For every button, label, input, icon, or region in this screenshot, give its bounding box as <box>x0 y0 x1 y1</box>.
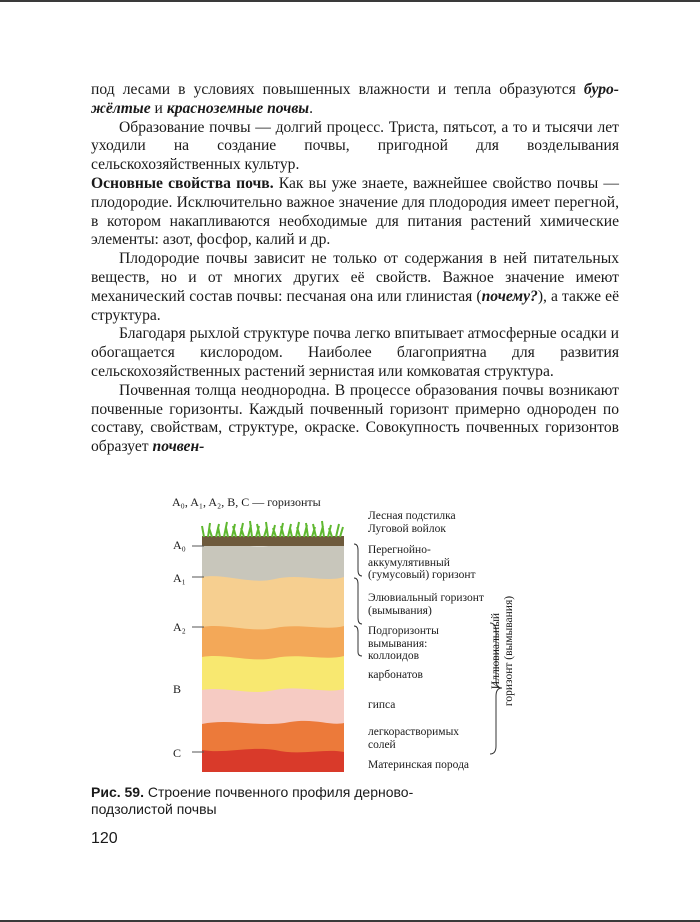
top-border <box>0 0 700 2</box>
label-subhorizons: Подгоризонты вымывания: коллоидов <box>368 625 439 662</box>
horizon-a0-label: A₀ <box>173 538 186 552</box>
question-term: почему? <box>481 287 538 305</box>
paragraph-6: Почвенная толща неоднородна. В процессе образования почвы возникают почвенные горизонты. Каждый почвенный горизонт примерно однороден по составу, свойствам, структуре, окраске. Совокупность почвенных горизонтов образует почвен- <box>91 381 619 456</box>
label-soluble-salts: легкорастворимых солей <box>368 726 460 751</box>
label-eluvial-horizon: Элювиальный горизонт (вымывания) <box>368 592 484 617</box>
section-heading: Основные свойства почв. <box>91 174 274 192</box>
horizon-a2-label: A₂ <box>173 620 186 634</box>
soil-profile-figure <box>140 490 560 780</box>
figure-number: Рис. 59. <box>91 784 144 800</box>
layer-forest-litter <box>202 536 344 546</box>
layer-carbonates <box>202 655 344 692</box>
paragraph-3: Основные свойства почв. Как вы уже знаете, важнейшее свойство почвы — плодородие. Исключительно важное значение для плодородия имеет перегной, в котором накапливаются необходимые для питания растений химические элементы: азот, фосфор, калий и др. <box>91 174 619 249</box>
layer-colloids <box>202 625 344 659</box>
body-text <box>91 81 619 457</box>
paragraph-1: под лесами в условиях повышенных влажности и тепла образуются буро-жёлтые и красноземные почвы. <box>91 81 619 117</box>
label-carbonates: карбонатов <box>368 669 423 681</box>
figure-caption: Рис. 59. Строение почвенного профиля дерново-подзолистой почвы <box>91 784 414 817</box>
highlight-term-1: буро-жёлтые <box>91 81 619 117</box>
horizon-b-label: B <box>173 682 182 696</box>
highlight-term-2: красноземные почвы <box>166 99 310 117</box>
horizon-c-label: C <box>173 746 182 760</box>
horizon-a1-label: A₁ <box>173 571 186 585</box>
layer-parent-rock <box>202 748 344 772</box>
paragraph-4: Плодородие почвы зависит не только от содержания в ней питательных веществ, но и от многих других её свойств. Важное значение имеют механический состав почвы: песчаная она или глинистая (почему?), а также её структура. <box>91 250 619 324</box>
label-forest-litter: Лесная подстилка Луговой войлок <box>368 510 456 535</box>
layer-eluvial <box>202 575 344 629</box>
layer-humus <box>202 543 344 581</box>
grass-illustration <box>202 521 343 537</box>
paragraph-2: Образование почвы — долгий процесс. Триста, пятьсот, а то и тысячи лет уходили на создание почвы, пригодной для возделывания сельскохозяйственных культур. <box>91 118 619 174</box>
label-gypsum: гипса <box>368 699 396 711</box>
layer-gypsum <box>202 687 344 724</box>
label-illuvial-horizon: Иллювиальный горизонт (вымывания) <box>490 595 515 707</box>
page-number: 120 <box>91 830 118 847</box>
label-parent-rock: Материнская порода <box>368 759 470 771</box>
label-humus-horizon: Перегнойно- аккумулятивный (гумусовый) горизонт <box>368 544 476 581</box>
highlight-term-3: почвен- <box>152 438 205 456</box>
figure-top-label: A₀, A₁, A₂, B, C — горизонты <box>172 495 321 509</box>
paragraph-5: Благодаря рыхлой структуре почва легко впитывает атмосферные осадки и обогащается кислородом. Наиболее благоприятна для развития сельскохозяйственных растений зернистая или комковатая структура. <box>91 325 619 380</box>
